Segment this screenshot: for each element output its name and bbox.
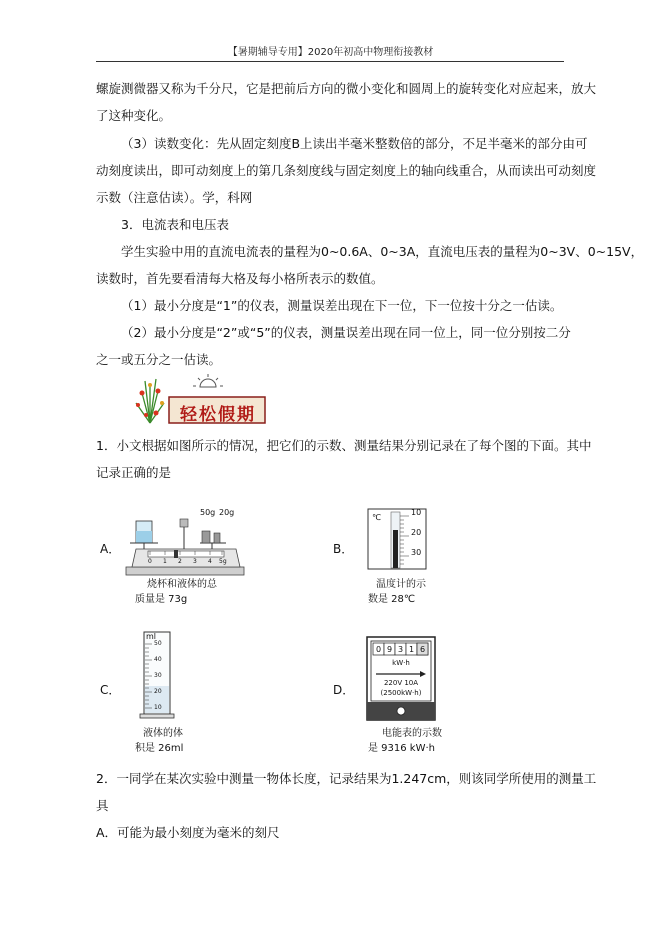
scale-0: 0 — [148, 558, 152, 565]
option-c-label: C． — [100, 683, 121, 697]
para-line-2: 了这种变化。 — [96, 108, 172, 123]
option-d-label: D． — [333, 683, 355, 697]
option-b-caption-2: 数是 28℃ — [368, 594, 416, 605]
cylinder-tick-20: 20 — [154, 688, 162, 695]
q1-stem-line-1: 1．小文根据如图所示的情况，把它们的示数、测量结果分别记录在了每个图的下面。其中 — [96, 438, 592, 453]
option-a-caption-1: 烧杯和液体的总 — [147, 579, 217, 590]
meter-rev: (2500kW·h) — [380, 689, 422, 697]
banner — [128, 373, 268, 428]
option-c-caption-1: 液体的体 — [143, 728, 183, 739]
option-d-caption-1: 电能表的示数 — [382, 728, 442, 739]
cylinder-unit: ml — [146, 632, 157, 641]
scale-5g: 5g — [219, 558, 227, 565]
meter-digit-5: 6 — [419, 645, 426, 654]
para-line-5: 示数（注意估读）。学，科网 — [96, 190, 253, 205]
option-d-caption-2: 是 9316 kW·h — [368, 743, 436, 754]
thermo-tick-20: 20 — [411, 528, 422, 537]
cylinder-tick-10: 10 — [154, 704, 162, 711]
option-c-caption-2: 积是 26ml — [135, 743, 184, 754]
q2-option-a: A．可能为最小刻度为毫米的刻尺 — [96, 825, 280, 840]
q2-stem-line-2: 具 — [96, 798, 109, 813]
option-b-label: B． — [333, 542, 354, 556]
option-c-figure — [138, 630, 178, 720]
section-heading: 3．电流表和电压表 — [121, 217, 229, 232]
meter-unit: kW·h — [392, 659, 410, 667]
meter-spec: 220V 10A — [383, 679, 419, 687]
banner-text: 轻松假期 — [180, 405, 256, 425]
para-line-11: 之一或五分之一估读。 — [96, 352, 222, 367]
scale-1: 1 — [163, 558, 167, 565]
meter-digit-2: 9 — [386, 645, 393, 654]
para-line-1: 螺旋测微器又称为千分尺，它是把前后方向的微小变化和圆周上的旋转变化对应起来，放大 — [96, 81, 597, 96]
option-a-label: A． — [100, 542, 121, 556]
option-a-figure — [118, 505, 248, 580]
cylinder-tick-50: 50 — [154, 640, 162, 647]
para-line-7: 学生实验中用的直流电流表的量程为0~0.6A、0~3A，直流电压表的量程为0~3V、0~15V， — [121, 244, 644, 259]
option-b-caption-1: 温度计的示 — [376, 579, 426, 590]
option-d-figure — [366, 636, 436, 721]
q1-stem-line-2: 记录正确的是 — [96, 465, 172, 480]
scale-3: 3 — [193, 558, 197, 565]
option-b-figure — [367, 508, 429, 570]
thermo-unit: ℃ — [372, 513, 381, 522]
header-rule — [96, 61, 564, 62]
para-line-8: 读数时，首先要看清每大格及每小格所表示的数值。 — [96, 271, 384, 286]
weight-50g-label: 50g — [200, 508, 216, 517]
page-header: 【暑期辅导专用】2020年初高中物理衔接教材 — [227, 47, 434, 58]
q2-stem-line-1: 2．一同学在某次实验中测量一物体长度，记录结果为1.247cm，则该同学所使用的测量工 — [96, 771, 597, 786]
para-line-4: 动刻度读出，即可动刻度上的第几条刻度线与固定刻度上的轴向线重合，从而读出可动刻度 — [96, 163, 597, 178]
weight-20g-label: 20g — [219, 508, 235, 517]
para-line-3: （3）读数变化：先从固定刻度B上读出半毫米整数倍的部分，不足半毫米的部分由可 — [121, 136, 588, 151]
scale-4: 4 — [208, 558, 212, 565]
thermo-tick-30: 30 — [411, 548, 422, 557]
scale-2: 2 — [178, 558, 182, 565]
cylinder-tick-40: 40 — [154, 656, 162, 663]
para-line-10: （2）最小分度是“2”或“5”的仪表，测量误差出现在同一位上，同一位分别按二分 — [121, 325, 571, 340]
meter-digit-3: 3 — [397, 645, 404, 654]
para-line-9: （1）最小分度是“1”的仪表，测量误差出现在下一位，下一位按十分之一估读。 — [121, 298, 563, 313]
cylinder-tick-30: 30 — [154, 672, 162, 679]
option-a-caption-2: 质量是 73g — [135, 594, 188, 605]
meter-digit-4: 1 — [408, 645, 415, 654]
thermo-tick-10: 10 — [411, 508, 422, 517]
meter-digit-1: 0 — [375, 645, 382, 654]
